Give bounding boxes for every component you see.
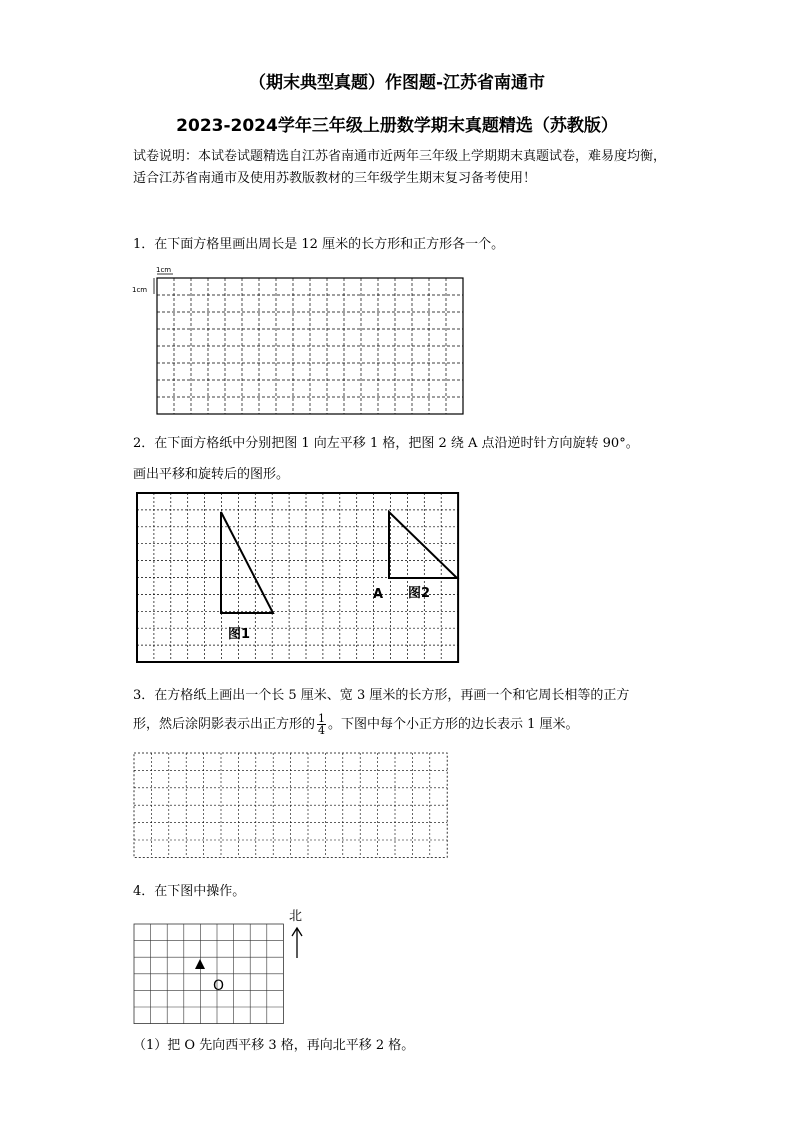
triangle-marker-icon — [195, 959, 205, 969]
figure-2-label: 图2 — [408, 586, 431, 601]
question-1-text: 1．在下面方格里画出周长是 12 厘米的长方形和正方形各一个。 — [133, 237, 505, 252]
question-3-grid — [133, 752, 449, 866]
figure-1-label: 图1 — [228, 627, 251, 642]
question-3-line-2 — [133, 710, 579, 740]
intro-text: 试卷说明：本试卷试题精选自江苏省南通市近两年三年级上学期期末真题试卷，难易度均衡，适合江苏省南通市及使用苏教版教材的三年级学生期末复习备考使用！ — [133, 149, 667, 186]
point-o-label: O — [213, 978, 225, 994]
question-3-line-2-before: 形，然后涂阴影表示出正方形的 — [133, 717, 316, 732]
question-2-grid — [136, 492, 460, 666]
fraction-one-quarter: $\frac{1}{4}$ — [318, 712, 326, 737]
question-2-line-2: 画出平移和旋转后的图形。 — [133, 467, 290, 482]
title-line-1: （期末典型真题）作图题-江苏省南通市 — [248, 73, 546, 93]
point-a-label: A — [373, 587, 384, 602]
title-line-2: 2023-2024学年三年级上册数学期末真题精选（苏教版） — [176, 116, 618, 136]
figure-2-triangle — [389, 512, 457, 578]
question-1-grid — [130, 262, 470, 417]
question-4-text: 4．在下图中操作。 — [133, 884, 246, 899]
question-4-sub-1: （1）把 O 先向西平移 3 格，再向北平移 2 格。 — [133, 1038, 415, 1053]
question-4-grid — [133, 906, 313, 1024]
north-label: 北 — [289, 909, 303, 924]
unit-label-top: 1cm — [156, 266, 172, 274]
unit-label-left: 1cm — [132, 286, 148, 294]
question-2-line-1: 2．在下面方格纸中分别把图 1 向左平移 1 格，把图 2 绕 A 点沿逆时针方向旋转 90°。 — [133, 436, 639, 451]
question-3-line-1: 3．在方格纸上画出一个长 5 厘米、宽 3 厘米的长方形，再画一个和它周长相等的正方 — [133, 688, 630, 703]
figure-1-triangle — [221, 512, 273, 613]
question-3-line-2-after: 。下图中每个小正方形的边长表示 1 厘米。 — [328, 717, 579, 732]
